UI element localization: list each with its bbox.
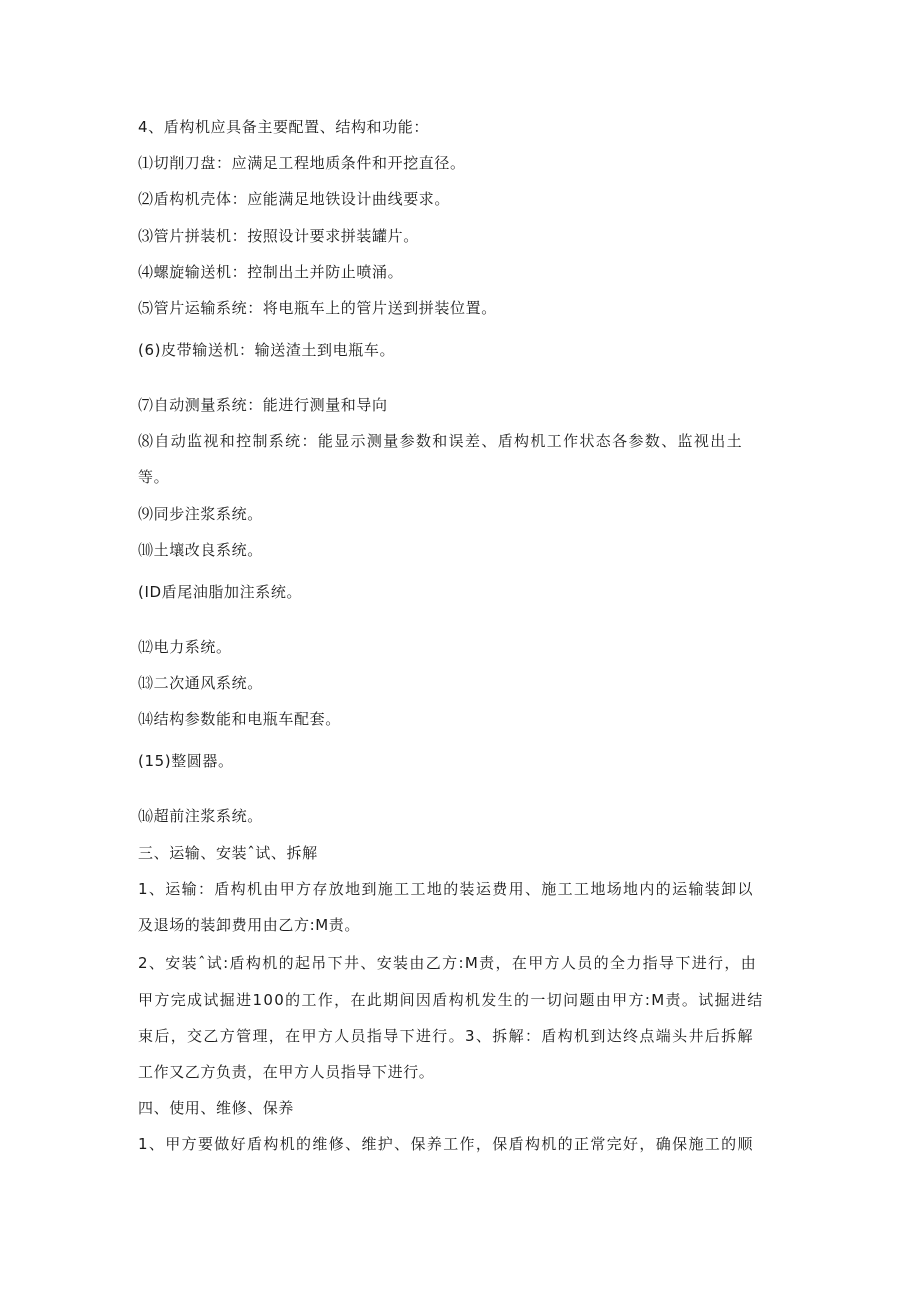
list-item: ⑶管片拼装机：按照设计要求拼装罐片。 xyxy=(138,227,419,245)
list-item: ⒃超前注浆系统。 xyxy=(138,807,263,825)
list-item: ⒀二次通风系统。 xyxy=(138,674,263,692)
section-heading-maintenance: 四、使用、维修、保养 xyxy=(138,1099,295,1117)
list-item: (ID盾尾油脂加注系统。 xyxy=(138,583,303,601)
paragraph-line: 1、运输：盾构机由甲方存放地到施工工地的装运费用、施工工地场地内的运输装卸以 xyxy=(138,880,754,898)
list-item: ⑷螺旋输送机：控制出土并防止喷涌。 xyxy=(138,263,404,281)
list-item: (6)皮带输送机：输送渣土到电瓶车。 xyxy=(138,341,396,359)
list-item-continuation: 等。 xyxy=(138,468,170,486)
list-item: ⑵盾构机壳体：应能满足地铁设计曲线要求。 xyxy=(138,190,451,208)
paragraph-line: 1、甲方要做好盾构机的维修、维护、保养工作，保盾构机的正常完好，确保施工的顺 xyxy=(138,1135,754,1153)
section-heading-config: 4、盾构机应具备主要配置、结构和功能： xyxy=(138,118,429,136)
list-item: ⑸管片运输系统：将电瓶车上的管片送到拼装位置。 xyxy=(138,299,497,317)
list-item: ⑺自动测量系统：能进行测量和导向 xyxy=(138,396,388,414)
list-item: ⑻自动监视和控制系统：能显示测量参数和误差、盾构机工作状态各参数、监视出土 xyxy=(138,432,743,450)
list-item: ⑼同步注浆系统。 xyxy=(138,505,263,523)
list-item: ⑴切削刀盘：应满足工程地质条件和开挖直径。 xyxy=(138,154,466,172)
paragraph-line: 工作又乙方负责，在甲方人员指导下进行。 xyxy=(138,1063,435,1081)
paragraph-line: 2、安装ˆ试:盾构机的起吊下井、安装由乙方:M责，在甲方人员的全力指导下进行，由 xyxy=(138,954,758,972)
list-item: ⑽土壤改良系统。 xyxy=(138,541,263,559)
list-item: (15)整圆器。 xyxy=(138,752,234,770)
list-item: ⒁结构参数能和电瓶车配套。 xyxy=(138,710,341,728)
section-heading-transport: 三、运输、安装ˆ试、拆解 xyxy=(138,844,318,862)
paragraph-line: 束后，交乙方管理，在甲方人员指导下进行。3、拆解：盾构机到达终点端头井后拆解 xyxy=(138,1027,754,1045)
paragraph-line: 甲方完成试掘进100的工作，在此期间因盾构机发生的一切问题由甲方:M责。试掘进结 xyxy=(138,991,764,1009)
list-item: ⑿电力系统。 xyxy=(138,638,232,656)
paragraph-line: 及退场的装卸费用由乙方:M责。 xyxy=(138,916,360,934)
